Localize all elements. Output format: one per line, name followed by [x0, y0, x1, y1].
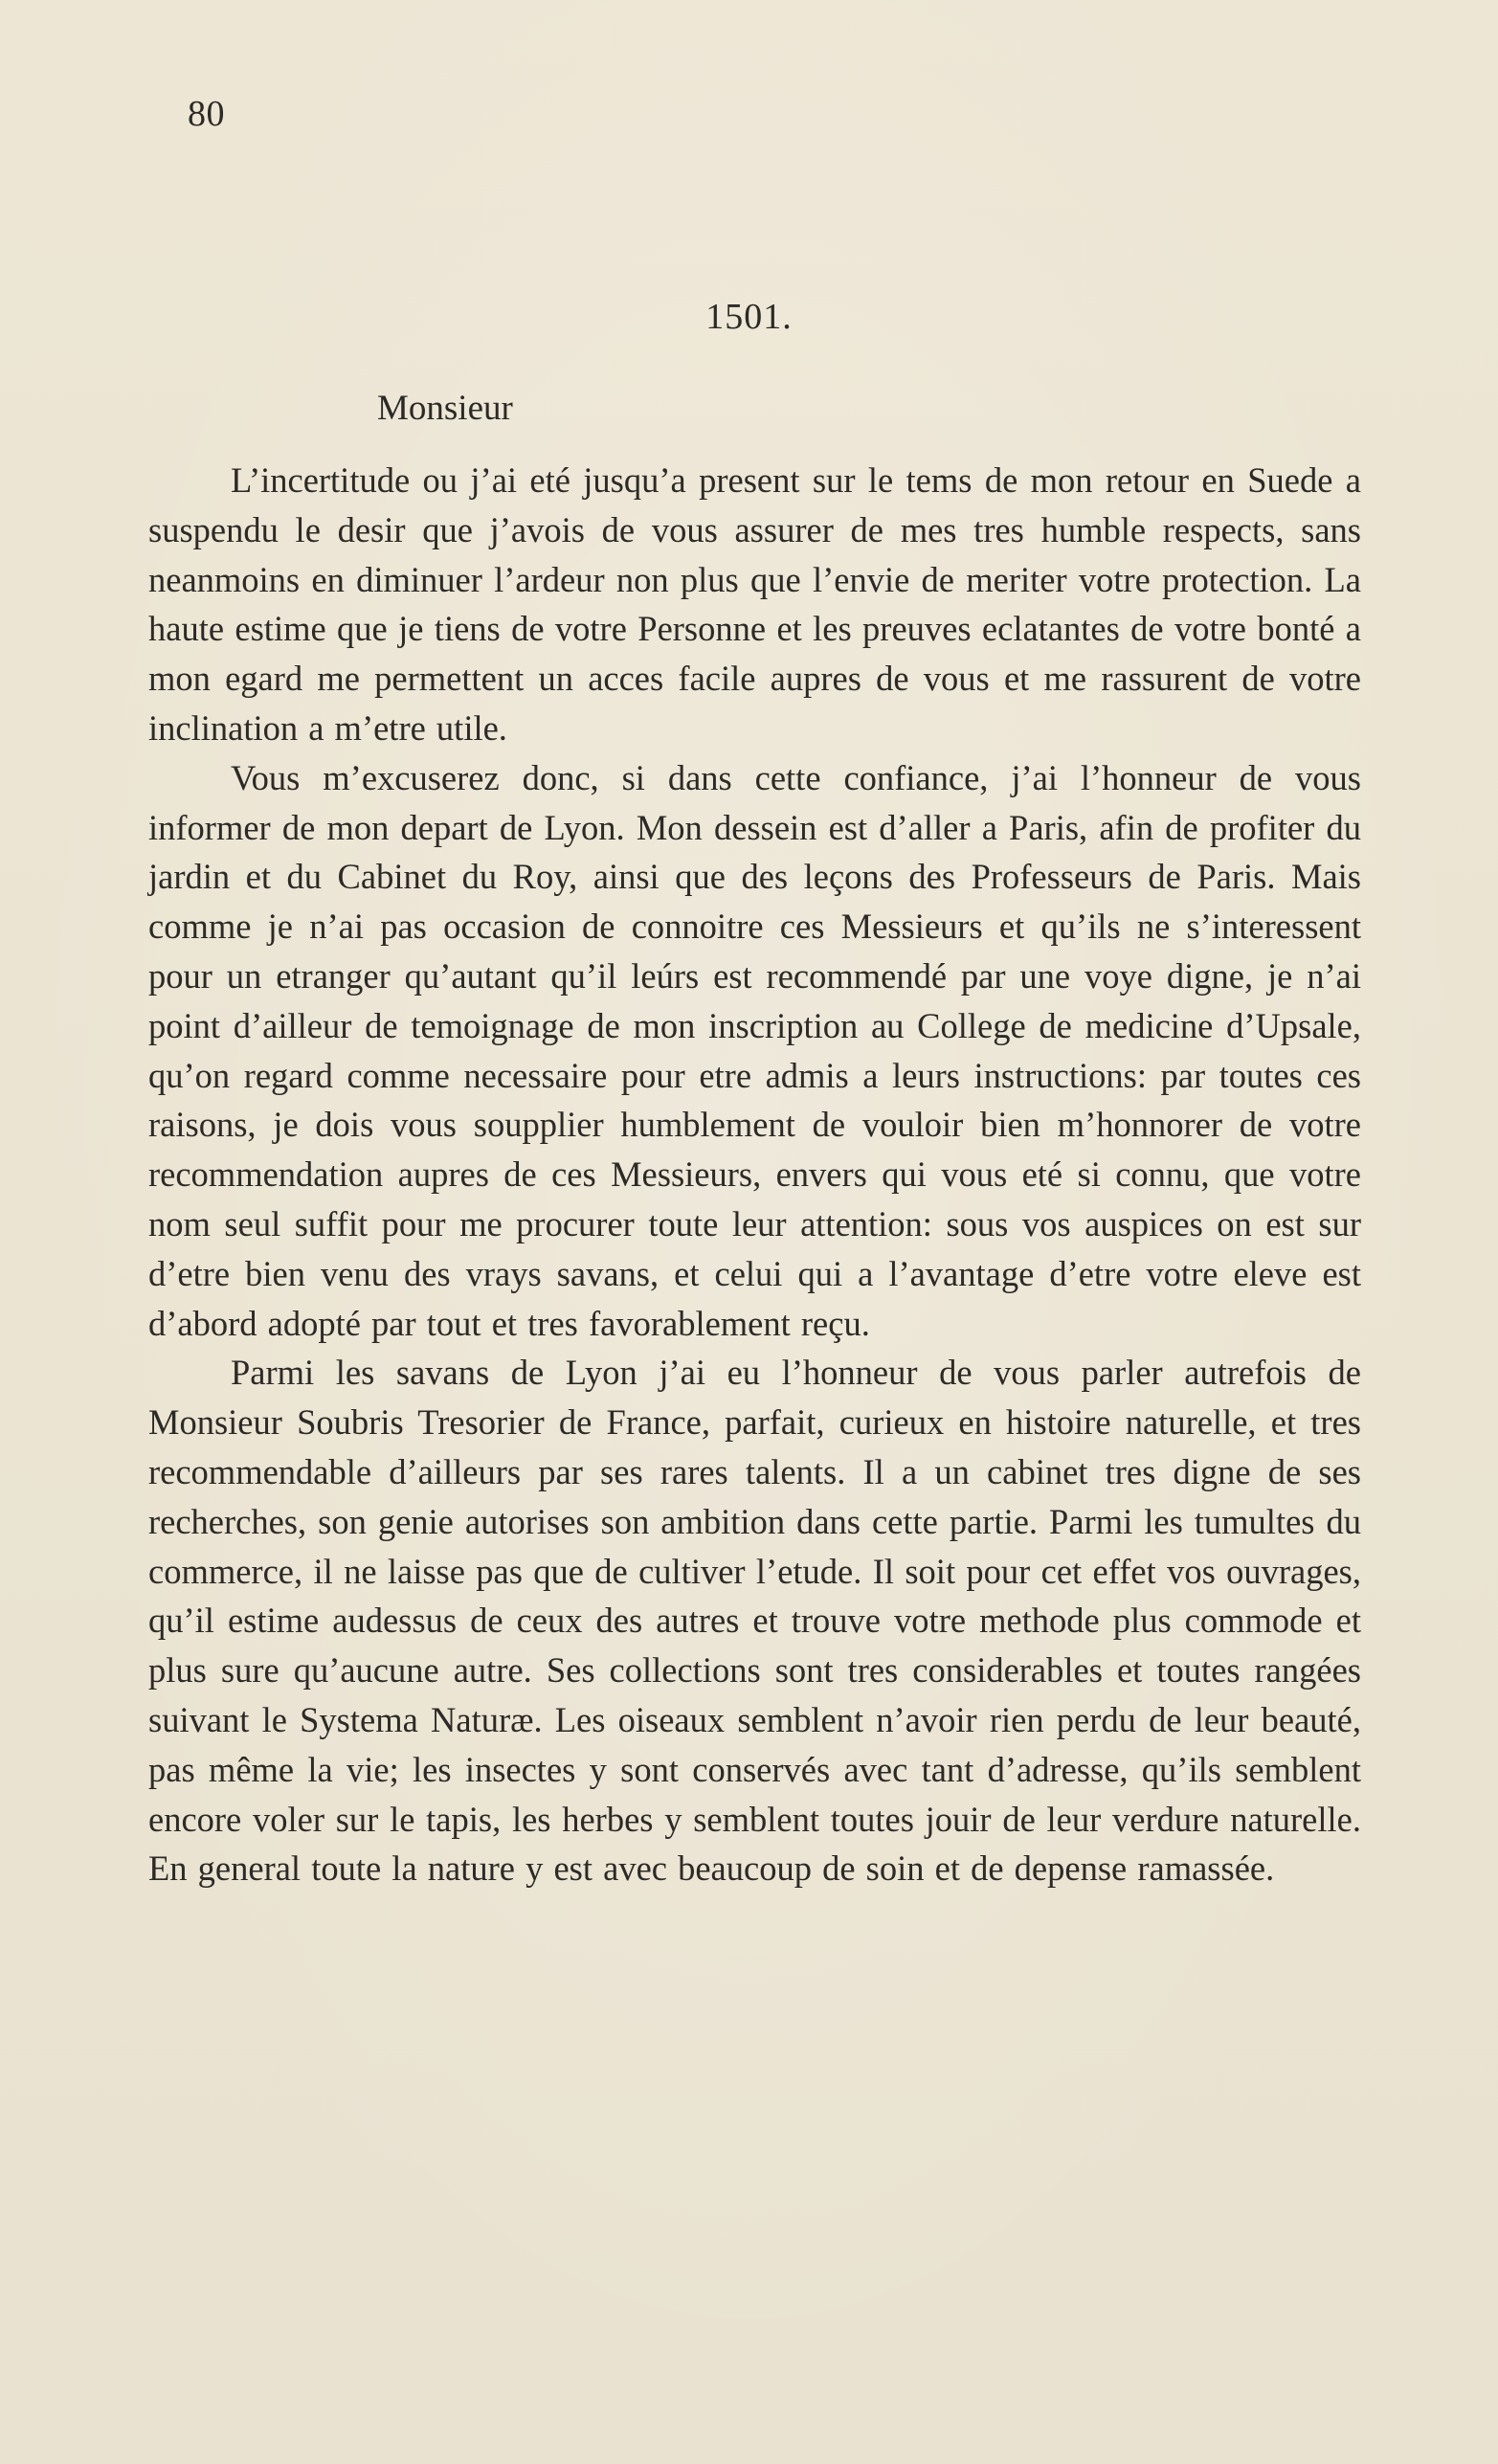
paragraph: L’incertitude ou j’ai eté jusqu’a present sur le tems de mon retour en Suede a suspendu le desir que j’avois de vous assurer de mes tres humble respects, sans neanmoins en diminuer l’ardeur non plus que l’envie de meriter votre protection. La haute estime que je tiens de votre Personne et les preuves eclatantes de votre bonté a mon egard me permettent un acces facile aupres de vous et me rassurent de votre inclination a m’etre utile. — [148, 460, 1361, 748]
letter-body — [148, 456, 1361, 1893]
paragraph: Vous m’excuserez donc, si dans cette confiance, j’ai l’honneur de vous informer de mon depart de Lyon. Mon dessein est d’aller a Paris, afin de profiter du jardin et du Cabinet du Roy, ainsi que des leçons des Professeurs de Paris. Mais comme je n’ai pas occasion de connoitre ces Messieurs et qu’ils ne s’interessent pour un etranger qu’autant qu’il leúrs est recommendé par une voye digne, je n’ai point d’ailleur de temoignage de mon inscription au College de medicine d’Upsale, qu’on regard comme necessaire pour etre admis a leurs instructions: par toutes ces raisons, je dois vous soupplier humblement de vouloir bien m’honnorer de votre recommendation aupres de ces Messieurs, envers qui vous eté si connu, que votre nom seul suffit pour me procurer toute leur attention: sous vos auspices on est sur d’etre bien venu des vrays savans, et celui qui a l’avantage d’etre votre eleve est d’abord adopté par tout et tres favorablement reçu. — [148, 757, 1361, 1343]
page-number: 80 — [188, 94, 225, 134]
letter-number: 1501. — [705, 297, 793, 337]
paragraph: Parmi les savans de Lyon j’ai eu l’honneur de vous parler autrefois de Monsieur Soubris Tresorier de France, parfait, curieux en histoire naturelle, et tres recommendable d’ailleurs par ses rares talents. Il a un cabinet tres digne de ses recherches, son genie autorises son ambition dans cette partie. Parmi les tumultes du commerce, il ne laisse pas que de cultiver l’etude. Il soit pour cet effet vos ouvrages, qu’il estime audessus de ceux des autres et trouve votre methode plus commode et plus sure qu’aucune autre. Ses collections sont tres considerables et toutes rangées suivant le Systema Naturæ. Les oiseaux semblent n’avoir rien perdu de leur beauté, pas même la vie; les insectes y sont conservés avec tant d’adresse, qu’ils semblent encore voler sur le tapis, les herbes y semblent toutes jouir de leur verdure naturelle. En general toute la nature y est avec beaucoup de soin et de depense ramassée. — [148, 1353, 1361, 1889]
salutation: Monsieur — [377, 389, 513, 428]
